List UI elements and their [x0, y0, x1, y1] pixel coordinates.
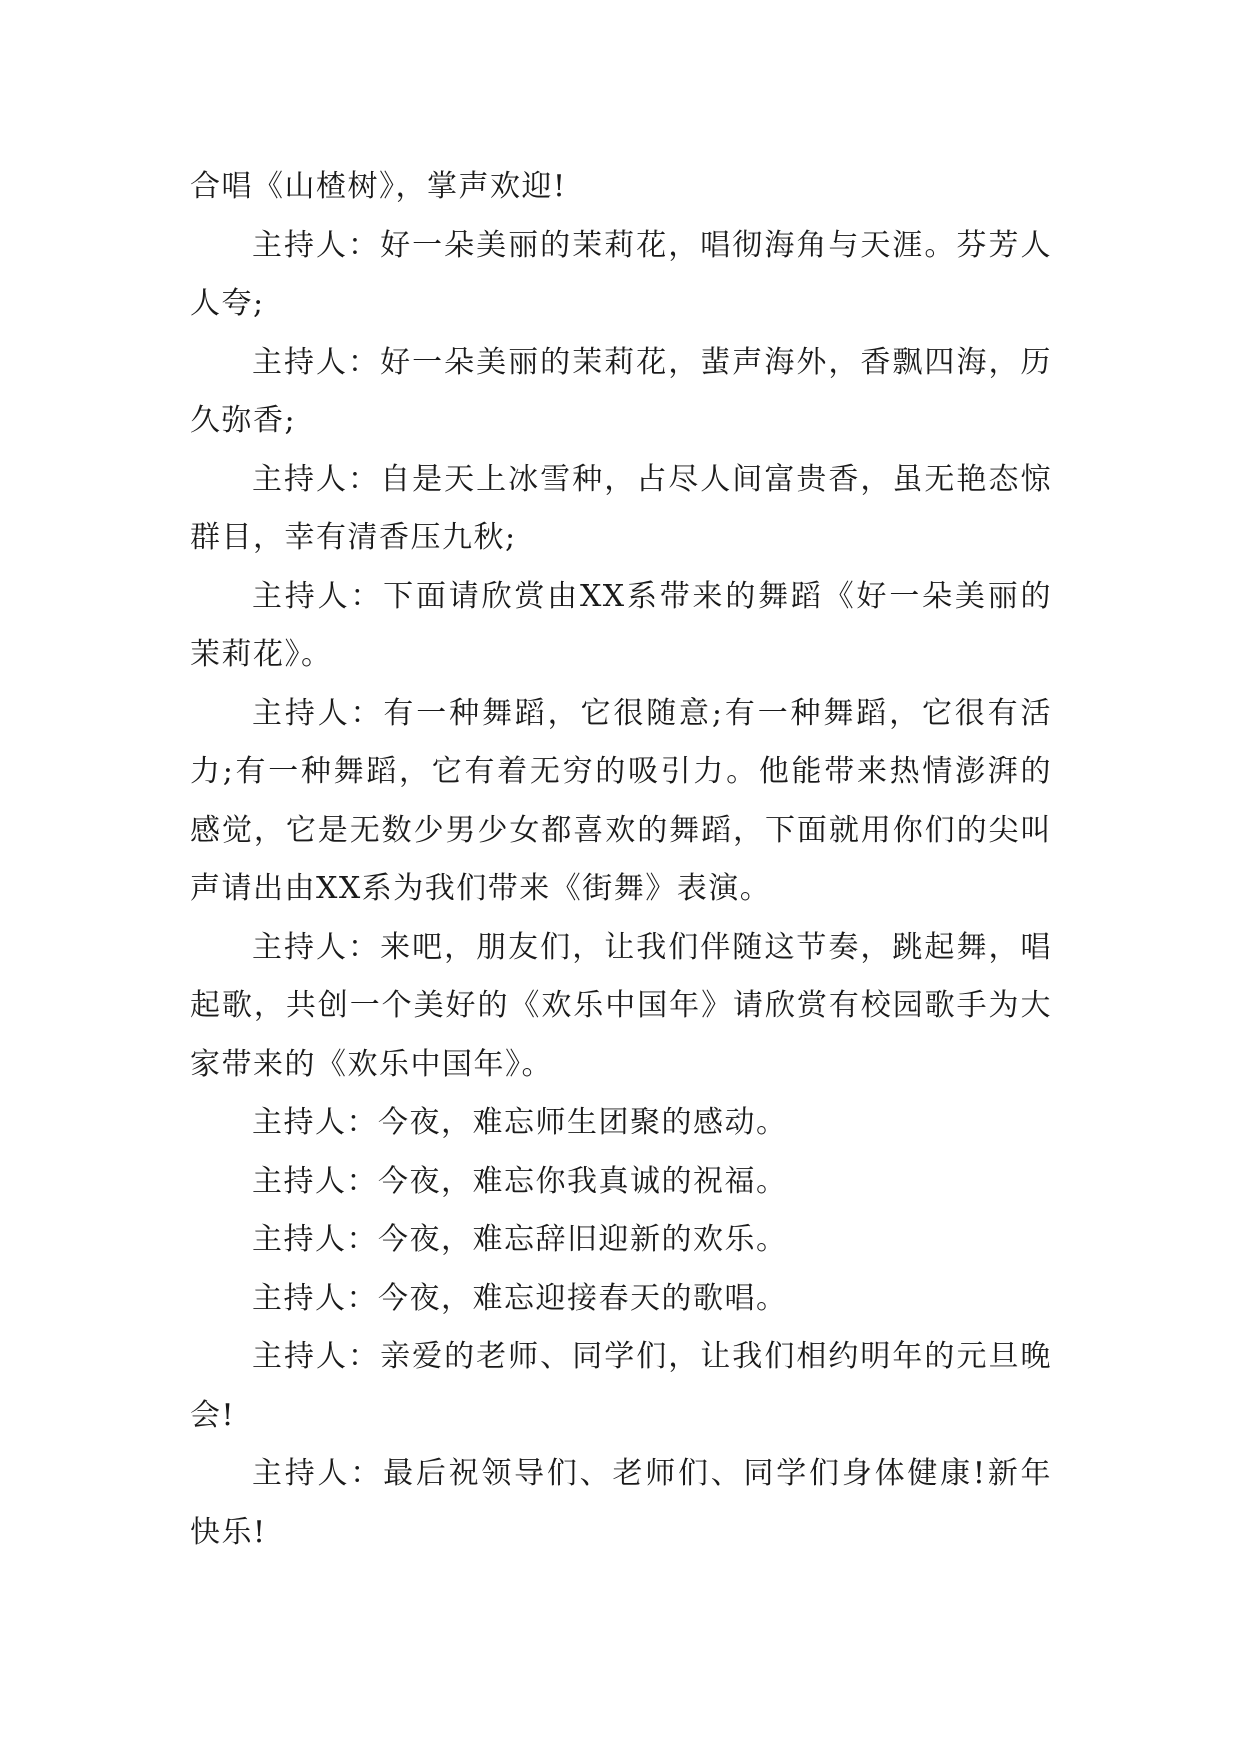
paragraph-host-line: 主持人：来吧，朋友们，让我们伴随这节奏，跳起舞，唱起歌，共创一个美好的《欢乐中国年》请欣赏有校园歌手为大家带来的《欢乐中国年》。: [190, 929, 1052, 1082]
paragraph-host-line: 主持人：亲爱的老师、同学们，让我们相约明年的元旦晚会!: [190, 1339, 1052, 1433]
paragraph-host-line: 主持人：最后祝领导们、老师们、同学们身体健康!新年快乐!: [190, 1456, 1052, 1550]
paragraph-host-line: 主持人：好一朵美丽的茉莉花，蜚声海外，香飘四海，历久弥香;: [190, 344, 1052, 438]
paragraph-host-line: 主持人：今夜，难忘你我真诚的祝福。: [252, 1163, 788, 1199]
paragraph-host-line: 主持人：自是天上冰雪种，占尽人间富贵香，虽无艳态惊群目，幸有清香压九秋;: [190, 461, 1052, 555]
paragraph-host-line: 主持人：下面请欣赏由XX系带来的舞蹈《好一朵美丽的茉莉花》。: [190, 578, 1052, 672]
paragraph-host-line: 主持人：有一种舞蹈，它很随意;有一种舞蹈，它很有活力;有一种舞蹈，它有着无穷的吸引力。他能带来热情澎湃的感觉，它是无数少男少女都喜欢的舞蹈，下面就用你们的尖叫声请出由XX系为我们带来《街舞》表演。: [190, 695, 1052, 906]
paragraph-host-line: 主持人：今夜，难忘迎接春天的歌唱。: [252, 1280, 788, 1316]
paragraph-host-line: 主持人：好一朵美丽的茉莉花，唱彻海角与天涯。芬芳人人夸;: [190, 227, 1052, 321]
paragraph-host-line: 主持人：今夜，难忘师生团聚的感动。: [252, 1105, 788, 1140]
document-body: [190, 158, 1052, 1562]
paragraph-continuation: 合唱《山楂树》，掌声欢迎!: [190, 169, 567, 204]
paragraph-host-line: 主持人：今夜，难忘辞旧迎新的欢乐。: [252, 1222, 788, 1257]
